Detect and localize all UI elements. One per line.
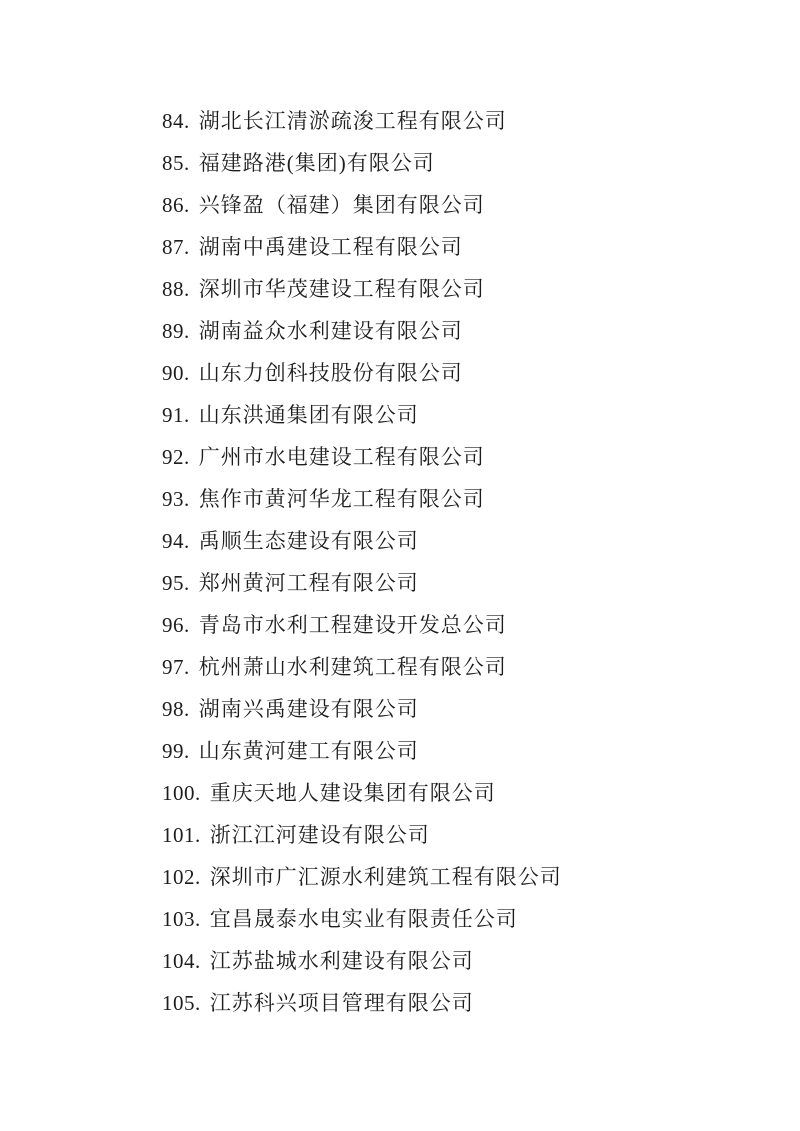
list-item [162, 394, 562, 436]
list-item [162, 436, 562, 478]
company-name: 深圳市华茂建设工程有限公司 [198, 277, 485, 301]
item-number: 101. [162, 823, 201, 847]
list-item [162, 730, 562, 772]
company-name: 江苏盐城水利建设有限公司 [209, 949, 474, 973]
list-item [162, 814, 562, 856]
list-item [162, 646, 562, 688]
list-item [162, 604, 562, 646]
item-number: 99. [162, 739, 190, 763]
company-name: 宜昌晟泰水电实业有限责任公司 [209, 907, 518, 931]
company-name: 湖北长江清淤疏浚工程有限公司 [198, 109, 507, 133]
list-item [162, 940, 562, 982]
list-item [162, 100, 562, 142]
item-number: 98. [162, 697, 190, 721]
item-number: 87. [162, 235, 190, 259]
company-name: 禹顺生态建设有限公司 [198, 529, 419, 553]
company-name: 兴锋盈（福建）集团有限公司 [198, 193, 485, 217]
list-item [162, 772, 562, 814]
company-name: 湖南中禹建设工程有限公司 [198, 235, 463, 259]
item-number: 85. [162, 151, 190, 175]
list-item [162, 688, 562, 730]
company-name: 湖南兴禹建设有限公司 [198, 697, 419, 721]
list-item [162, 226, 562, 268]
item-number: 105. [162, 991, 201, 1015]
item-number: 97. [162, 655, 190, 679]
list-item [162, 352, 562, 394]
list-item [162, 982, 562, 1024]
company-name: 湖南益众水利建设有限公司 [198, 319, 463, 343]
item-number: 100. [162, 781, 201, 805]
list-item [162, 268, 562, 310]
company-list [162, 100, 562, 1024]
company-name: 山东洪通集团有限公司 [198, 403, 419, 427]
list-item [162, 142, 562, 184]
list-item [162, 478, 562, 520]
item-number: 93. [162, 487, 190, 511]
item-number: 96. [162, 613, 190, 637]
item-number: 102. [162, 865, 201, 889]
item-number: 84. [162, 109, 190, 133]
list-item [162, 898, 562, 940]
list-item [162, 562, 562, 604]
item-number: 91. [162, 403, 190, 427]
list-item [162, 310, 562, 352]
list-item [162, 520, 562, 562]
company-name: 焦作市黄河华龙工程有限公司 [198, 487, 485, 511]
company-name: 江苏科兴项目管理有限公司 [209, 991, 474, 1015]
item-number: 103. [162, 907, 201, 931]
company-name: 广州市水电建设工程有限公司 [198, 445, 485, 469]
company-name: 杭州萧山水利建筑工程有限公司 [198, 655, 507, 679]
company-name: 浙江江河建设有限公司 [209, 823, 430, 847]
item-number: 89. [162, 319, 190, 343]
company-name: 福建路港(集团)有限公司 [198, 151, 435, 175]
item-number: 92. [162, 445, 190, 469]
item-number: 94. [162, 529, 190, 553]
list-item [162, 184, 562, 226]
item-number: 104. [162, 949, 201, 973]
company-name: 青岛市水利工程建设开发总公司 [198, 613, 507, 637]
item-number: 95. [162, 571, 190, 595]
item-number: 88. [162, 277, 190, 301]
item-number: 90. [162, 361, 190, 385]
company-name: 深圳市广汇源水利建筑工程有限公司 [209, 865, 562, 889]
company-name: 山东黄河建工有限公司 [198, 739, 419, 763]
company-name: 山东力创科技股份有限公司 [198, 361, 463, 385]
list-item [162, 856, 562, 898]
item-number: 86. [162, 193, 190, 217]
company-name: 重庆天地人建设集团有限公司 [209, 781, 496, 805]
company-name: 郑州黄河工程有限公司 [198, 571, 419, 595]
